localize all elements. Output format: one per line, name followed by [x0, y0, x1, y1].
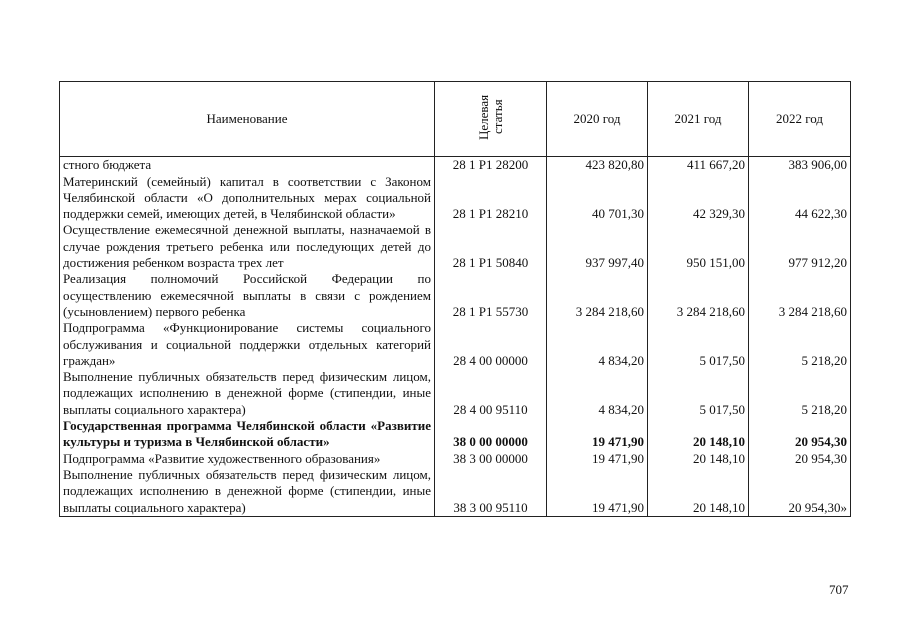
row-2022-cell: 5 218,20	[749, 369, 851, 418]
row-code-cell: 28 4 00 00000	[435, 320, 547, 369]
row-name-cell: стного бюджета	[60, 157, 435, 174]
table-row	[60, 451, 851, 467]
row-2020-cell: 423 820,80	[547, 157, 648, 174]
header-2022: 2022 год	[749, 82, 851, 157]
row-name-cell: Материнский (семейный) капитал в соответствии с Законом Челябинской области «О дополнительных мерах социальной поддержки семей, имеющих детей, в Челябинской области»	[60, 174, 435, 223]
row-code-cell: 28 1 P1 50840	[435, 222, 547, 271]
row-2022-cell: 3 284 218,60	[749, 271, 851, 320]
row-2022-cell: 20 954,30»	[749, 467, 851, 516]
row-2020-cell: 4 834,20	[547, 320, 648, 369]
table-row	[60, 157, 851, 174]
row-name-cell: Государственная программа Челябинской области «Развитие культуры и туризма в Челябинской области»	[60, 418, 435, 451]
row-2021-cell: 3 284 218,60	[648, 271, 749, 320]
row-name-cell: Подпрограмма «Функционирование системы социального обслуживания и социальной поддержки отдельных категорий граждан»	[60, 320, 435, 369]
row-2020-cell: 19 471,90	[547, 467, 648, 516]
row-code-cell: 28 1 P1 55730	[435, 271, 547, 320]
table-row	[60, 271, 851, 320]
table-header-row	[60, 82, 851, 157]
row-2022-cell: 20 954,30	[749, 418, 851, 451]
row-2021-cell: 20 148,10	[648, 467, 749, 516]
row-2021-cell: 42 329,30	[648, 174, 749, 223]
row-2021-cell: 5 017,50	[648, 369, 749, 418]
row-code-cell: 28 4 00 95110	[435, 369, 547, 418]
budget-table	[59, 81, 851, 517]
table-row	[60, 320, 851, 369]
row-name-cell: Осуществление ежемесячной денежной выплаты, назначаемой в случае рождения третьего ребенка или последующих детей до достижения ребенком возраста трех лет	[60, 222, 435, 271]
row-2022-cell: 5 218,20	[749, 320, 851, 369]
row-code-cell: 28 1 P1 28210	[435, 174, 547, 223]
row-code-cell: 38 3 00 95110	[435, 467, 547, 516]
row-2022-cell: 20 954,30	[749, 451, 851, 467]
row-2021-cell: 411 667,20	[648, 157, 749, 174]
row-code-cell: 38 3 00 00000	[435, 451, 547, 467]
row-2020-cell: 19 471,90	[547, 451, 648, 467]
row-name-cell: Подпрограмма «Развитие художественного образования»	[60, 451, 435, 467]
row-2020-cell: 40 701,30	[547, 174, 648, 223]
row-name-cell: Выполнение публичных обязательств перед физическим лицом, подлежащих исполнению в денежной форме (стипендии, иные выплаты социального характера)	[60, 467, 435, 516]
row-2020-cell: 4 834,20	[547, 369, 648, 418]
header-name: Наименование	[60, 82, 435, 157]
header-2020: 2020 год	[547, 82, 648, 157]
row-2021-cell: 5 017,50	[648, 320, 749, 369]
row-code-cell: 38 0 00 00000	[435, 418, 547, 451]
row-name-cell: Выполнение публичных обязательств перед физическим лицом, подлежащих исполнению в денежной форме (стипендии, иные выплаты социального характера)	[60, 369, 435, 418]
row-code-cell: 28 1 P1 28200	[435, 157, 547, 174]
page-number: 707	[829, 582, 849, 597]
row-name-cell: Реализация полномочий Российской Федерации по осуществлению ежемесячной выплаты в связи с рождением (усыновлением) первого ребенка	[60, 271, 435, 320]
row-2020-cell: 3 284 218,60	[547, 271, 648, 320]
row-2021-cell: 20 148,10	[648, 418, 749, 451]
row-2022-cell: 977 912,20	[749, 222, 851, 271]
table-row	[60, 369, 851, 418]
table-row	[60, 222, 851, 271]
header-2021: 2021 год	[648, 82, 749, 157]
row-2021-cell: 20 148,10	[648, 451, 749, 467]
row-2020-cell: 19 471,90	[547, 418, 648, 451]
row-2021-cell: 950 151,00	[648, 222, 749, 271]
row-2022-cell: 44 622,30	[749, 174, 851, 223]
table-row	[60, 467, 851, 516]
header-target-article: Целевая статья	[435, 82, 547, 157]
table-row	[60, 174, 851, 223]
row-2020-cell: 937 997,40	[547, 222, 648, 271]
row-2022-cell: 383 906,00	[749, 157, 851, 174]
table-row	[60, 418, 851, 451]
